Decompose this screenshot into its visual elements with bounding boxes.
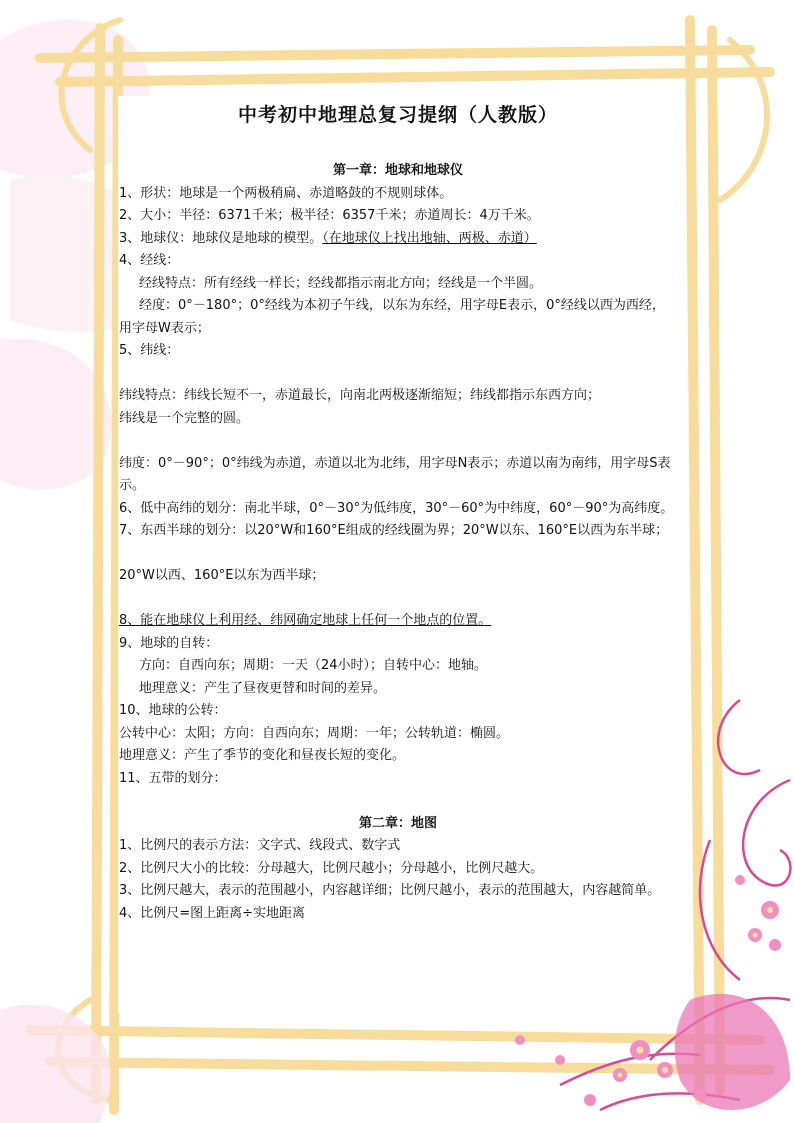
ch1-item-5-feature: 纬线特点：纬线长短不一，赤道最长，向南北两极逐渐缩短；纬线都指示东西方向； [119,388,601,403]
document-title: 中考初中地理总复习提纲（人教版） [237,104,558,126]
ch1-item-10-meaning: 地理意义：产生了季节的变化和昼夜长短的变化。 [119,748,406,763]
ch1-item-1: 1、形状：地球是一个两极稍扁、赤道略鼓的不规则球体。 [119,185,453,201]
pink-leaf-bottom-right [675,994,790,1110]
ch2-item-2: 2、比例尺大小的比较：分母越大，比例尺越小；分母越小，比例尺越大。 [119,860,544,876]
ch1-item-10-center: 公转中心：太阳；方向：自西向东；周期：一年；公转轨道：椭圆。 [119,725,510,741]
ch1-item-11: 11、五带的划分： [119,770,227,786]
ch1-item-8: 8、能在地球仪上利用经、纬网确定地球上任何一个地点的位置。 [119,613,492,628]
ch1-item-5-degree: 纬度：0°－90°；0°纬线为赤道，赤道以北为北纬，用字母N表示；赤道以南为南纬，用字母S表示。 [119,455,671,493]
ch2-item-4: 4、比例尺=图上距离÷实地距离 [119,905,306,921]
chapter1-heading: 第一章：地球和地球仪 [332,163,463,178]
ch2-item-3: 3、比例尺越大，表示的范围越小，内容越详细；比例尺越小，表示的范围越大，内容越简单。 [119,883,661,898]
ch1-item-7-west: 20°W以西、160°E以东为西半球； [119,568,325,583]
ch1-item-3-note: （在地球仪上找出地轴、两极、赤道） [322,230,537,246]
ch1-item-5-circle: 纬线是一个完整的圆。 [119,410,250,426]
ch1-item-6: 6、低中高纬的划分：南北半球，0°－30°为低纬度，30°－60°为中纬度，60°－90°为高纬度。 [119,500,674,516]
ch1-item-9-direction: 方向：自西向东；周期：一天（24小时）；自转中心：地轴。 [139,658,488,673]
ch1-item-10: 10、地球的公转： [119,703,227,718]
ch1-item-4-feature: 经线特点：所有经线一样长；经线都指示南北方向；经线是一个半圆。 [139,275,543,291]
ch2-item-1: 1、比例尺的表示方法：文字式、线段式、数字式 [119,838,401,853]
ch1-item-3-text: 3、地球仪：地球仪是地球的模型。 [119,230,323,246]
ch1-item-4-degree: 经度：0°－180°；0°经线为本初子午线，以东为东经，用字母E表示，0°经线以西为西经， [139,298,665,313]
ch1-item-9: 9、地球的自转： [119,635,219,651]
ch1-item-2: 2、大小：半径：6371千米；极半径：6357千米；赤道周长：4万千米。 [119,208,540,223]
ch1-item-9-meaning: 地理意义：产生了昼夜更替和时间的差异。 [139,680,387,696]
chapter2-heading: 第二章：地图 [358,815,437,831]
ch1-item-7: 7、东西半球的划分：以20°W和160°E组成的经线圈为界；20°W以东、160°E以西为东半球； [119,523,669,538]
ch1-item-3 [119,228,677,251]
ch1-item-5: 5、纬线： [119,343,180,358]
ch1-item-4-degree-cont: 用字母W表示； [119,320,210,336]
ch1-item-4: 4、经线： [119,253,180,268]
document-body [119,160,677,925]
